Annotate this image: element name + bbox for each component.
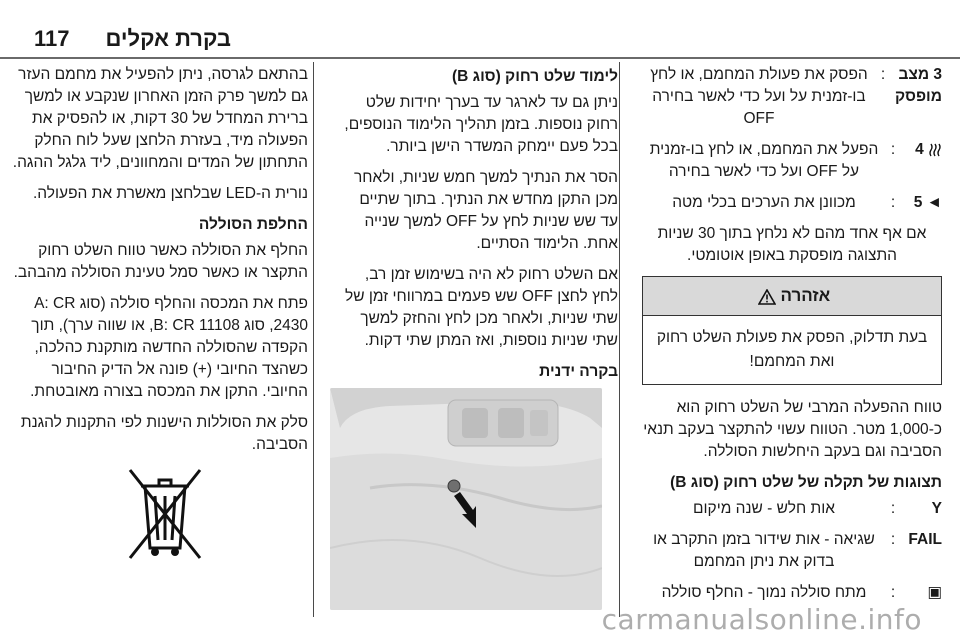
warning-title: אזהרה	[643, 277, 941, 316]
section-heading: תצוגות של תקלה של שלט רחוק (סוג B)	[670, 474, 942, 491]
paragraph: בהתאם לגרסה, ניתן להפעיל את מחמם העזר גם למשך פרק הזמן האחרון שנקבע או למשך ברירת המחדל של 30 דקות, או להפסיק את הפעולה מיד, בעזרת הלחצן שעל לוח החלק התחתון של המדים והמחוונים, ליד גלגל ההגה.	[12, 66, 308, 171]
right-column	[642, 64, 942, 613]
paragraph: פתח את המכסה והחלף סוללה (סוג A: CR 2430, סוג B: CR 11108, או שווה ערך), תוך הקפדה שהסוללה החדשה מותקנת כהלכה, כשהצד החיובי (+) פונה אל הדיק החיבור החיובי. התקן את המכסה בצורה מאובטחת.	[30, 295, 308, 400]
page-number: 117	[34, 26, 70, 51]
list-item: ◄ 5 : מכוונן את הערכים בכלי מטה	[642, 192, 942, 214]
page-title: בקרת אקלים	[105, 26, 231, 51]
timeout-note: אם אף אחד מהם לא נלחץ בתוך 30 שניות התצוגה מופסקת באופן אוטומטי.	[657, 225, 927, 264]
warning-triangle-icon	[758, 289, 776, 305]
paragraph: אם השלט רחוק לא היה בשימוש זמן רב, לחץ לחצן OFF שש פעמים במרווחי זמן של שתי שניות, ולאחר מכן לחץ והחזק למשך שתי שניות נוספות, ואז המתן שתי דקות.	[344, 266, 618, 349]
display-desc: מתח סוללה נמוך - החלף סוללה	[661, 584, 867, 601]
status-term: ◄ 5	[913, 194, 942, 211]
crossed-bin-icon	[125, 462, 205, 562]
status-desc: הפסק את פעולת המחמם, או לחץ בו-זמנית על ועל כדי לאשר בחירה OFF	[650, 66, 868, 127]
status-desc: הפעל את המחמם, או לחץ בו-זמנית על OFF ועל כדי לאשר בחירה	[649, 141, 879, 180]
paragraph: סלק את הסוללות הישנות לפי התקנות להגנת הסביבה.	[20, 414, 308, 453]
warning-box	[642, 276, 942, 385]
heater-icon	[928, 143, 942, 157]
display-desc: שגיאה - אות שידור בזמן התקרב או בדוק את ניתן המחמם	[653, 531, 875, 570]
display-term: FAIL	[908, 531, 942, 548]
list-item: Y : אות חלש - שנה מיקום	[642, 498, 942, 520]
section-heading: בקרה ידנית	[539, 363, 618, 380]
paragraph: ניתן גם עד לארגר עד בערך יחידות שלט רחוק נוספות. בזמן תהליך הלימוד הנוספים, בכל פעם יימחק המשדר הישן ביותר.	[344, 94, 618, 155]
status-list	[642, 64, 942, 214]
display-term: ▣	[927, 584, 942, 601]
section-heading: לימוד שלט רחוק (סוג B)	[451, 68, 618, 85]
page-header	[0, 0, 960, 56]
list-item: 4 : הפעל את המחמם, או לחץ בו-זמנית על OFF ועל כדי לאשר בחירה	[642, 139, 942, 183]
list-item: ▣ : מתח סוללה נמוך - החלף סוללה	[642, 582, 942, 604]
left-column	[6, 64, 308, 465]
warning-body: בעת תדלוק, הפסק את פעולת השלט רחוק ואת המחמם!	[656, 329, 928, 370]
list-item: FAIL : שגיאה - אות שידור בזמן התקרב או בדוק את ניתן המחמם	[642, 529, 942, 573]
dashboard-button-photo	[330, 388, 602, 610]
status-term: 3 מצב מופסק	[895, 66, 942, 105]
range-paragraph: טווח ההפעלה המרבי של השלט רחוק הוא כ-1,000 מטר. הטווח עשוי להתקצר בעקב תנאי הסביבה וגם בעקב היחלשות הסוללה.	[643, 399, 942, 460]
watermark: carmanualsonline.info	[601, 603, 922, 636]
column-divider	[313, 62, 314, 617]
paragraph: החלף את הסוללה כאשר טווח השלט רחוק התקצר או כאשר סמל טעינת הסוללה מהבהב.	[13, 242, 308, 281]
paragraph: הסר את הנתיך למשך חמש שניות, ולאחר מכן התקן מחדש את הנתיך. בתוך שתיים עד שש שניות לחץ על OFF למשך שנייה אחת. הלימוד הסתיים.	[354, 169, 618, 252]
display-term: Y	[931, 500, 942, 517]
display-list	[642, 498, 942, 604]
dashboard-illustration	[330, 388, 602, 610]
middle-column	[343, 64, 618, 387]
header-divider	[0, 57, 960, 59]
status-desc: מכוונן את הערכים בכלי מטה	[672, 194, 856, 211]
display-desc: אות חלש - שנה מיקום	[693, 500, 835, 517]
section-heading: החלפת הסוללה	[198, 216, 308, 233]
status-term: 4	[900, 139, 942, 183]
column-divider	[619, 62, 620, 617]
paragraph: נורית ה-LED שבלחצן מאשרת את הפעולה.	[32, 185, 308, 202]
list-item: 3 מצב מופסק : הפסק את פעולת המחמם, או לחץ בו-זמנית על ועל כדי לאשר בחירה OFF	[642, 64, 942, 130]
